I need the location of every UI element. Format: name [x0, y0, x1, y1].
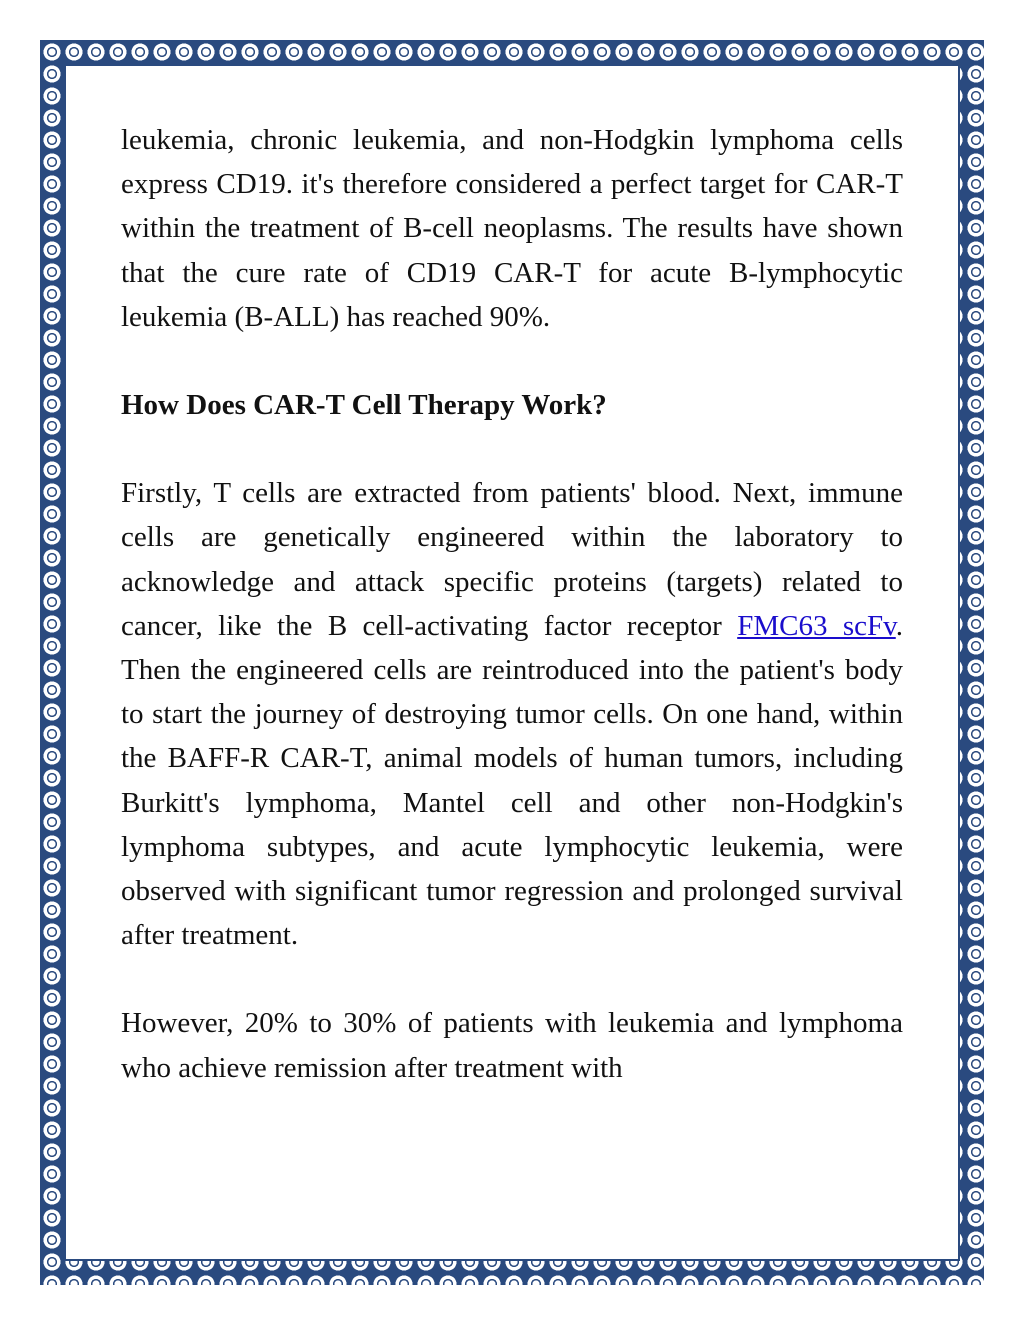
paragraph-remission: However, 20% to 30% of patients with leukemia and lymphoma who achieve remission after treatment with — [121, 1007, 903, 1084]
document-body — [121, 118, 903, 1090]
section-heading: How Does CAR-T Cell Therapy Work? — [121, 389, 607, 422]
paragraph-text-end: . Then the engineered cells are reintroduced into the patient's body to start the journey of destroying tumor cells. On one hand, within the BAFF-R CAR-T, animal models of human tumors, including Burkitt's lymphoma, Mantel cell and other non-Hodgkin's lymphoma subtypes, and acute lymphocytic leukemia, were observed with significant tumor regression and prolonged survival after treatment. — [121, 609, 903, 952]
paragraph-text-start: Firstly, T cells are extracted from patients' blood. Next, immune cells are genetically engineered within the laboratory to acknowledge and attack specific proteins (targets) related to cancer, like the B cell-activating factor receptor — [121, 477, 903, 642]
paragraph-cd19: leukemia, chronic leukemia, and non-Hodgkin lymphoma cells express CD19. it's therefore considered a perfect target for CAR-T within the treatment of B-cell neoplasms. The results have shown that the cure rate of CD19 CAR-T for acute B-lymphocytic leukemia (B-ALL) has reached 90%. — [121, 124, 903, 333]
paragraph-how-it-works — [121, 471, 903, 957]
fmc63-scfv-link[interactable]: FMC63 scFv — [737, 609, 896, 642]
